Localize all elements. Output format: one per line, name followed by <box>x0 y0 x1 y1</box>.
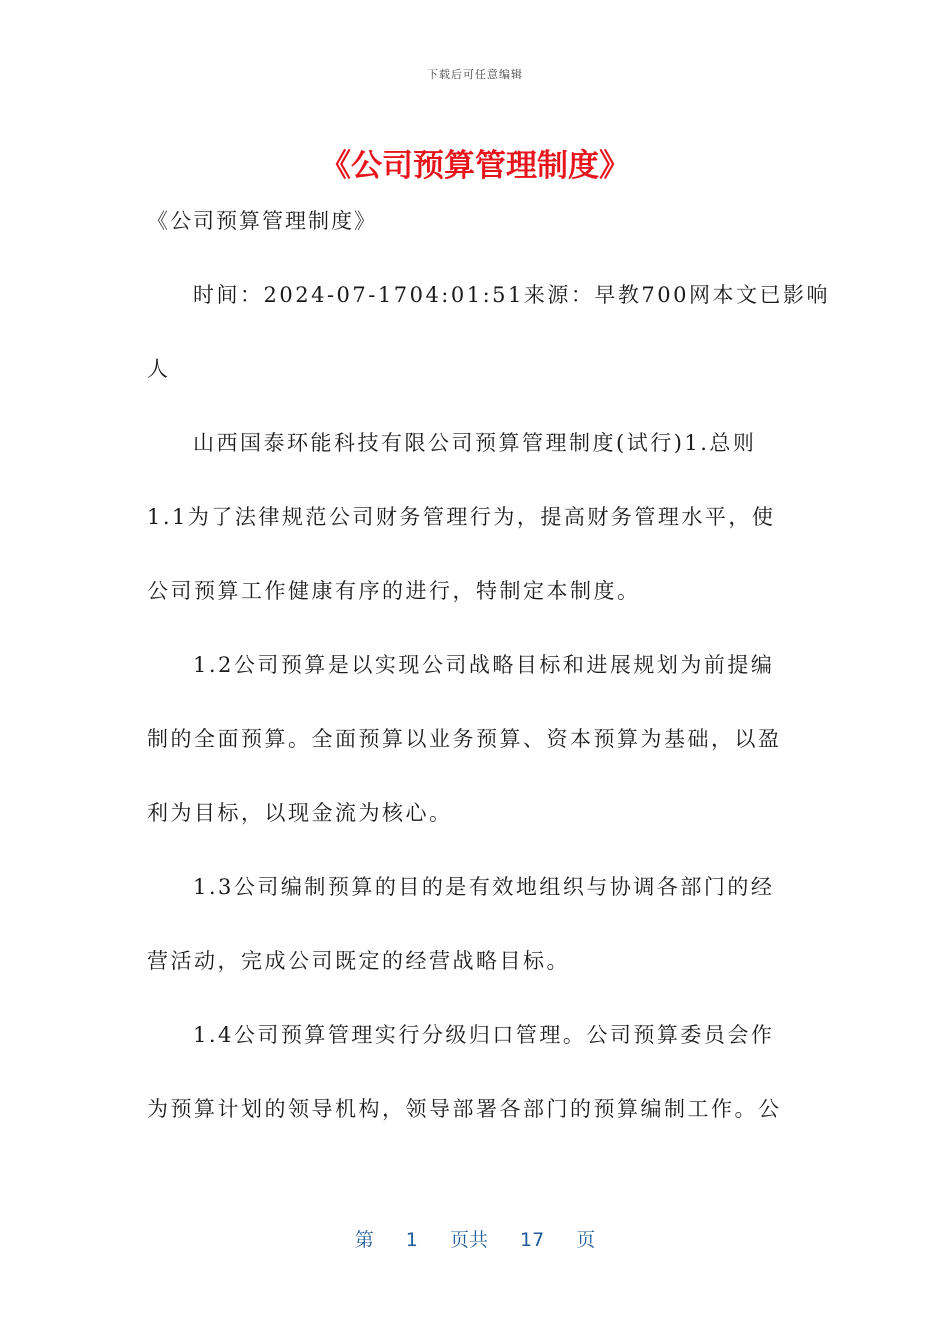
paragraph-line: 制的全面预算。全面预算以业务预算、资本预算为基础，以盈 <box>147 727 782 751</box>
paragraph-line: 公司预算工作健康有序的进行，特制定本制度。 <box>147 579 641 603</box>
paragraph-line: 1.1为了法律规范公司财务管理行为，提高财务管理水平，使 <box>147 505 776 529</box>
document-subtitle: 《公司预算管理制度》 <box>147 209 377 233</box>
paragraph-line: 利为目标，以现金流为核心。 <box>147 801 453 825</box>
document-title: 《公司预算管理制度》 <box>320 148 630 184</box>
page-footer <box>0 1225 950 1252</box>
paragraph-line: 1.3公司编制预算的目的是有效地组织与协调各部门的经 <box>193 875 775 899</box>
document-body <box>147 258 830 1146</box>
page-label-prefix: 第 <box>354 1229 374 1251</box>
paragraph-line-company: 山西国泰环能科技有限公司预算管理制度(试行)1.总则 <box>193 431 757 455</box>
paragraph-line: 1.2公司预算是以实现公司战略目标和进展规划为前提编 <box>193 653 775 677</box>
page-number: 1 <box>405 1229 418 1251</box>
header-note: 下载后可任意编辑 <box>427 68 523 81</box>
total-pages: 17 <box>520 1229 545 1251</box>
paragraph-line: 1.4公司预算管理实行分级归口管理。公司预算委员会作 <box>193 1023 775 1047</box>
paragraph-line: 为预算计划的领导机构，领导部署各部门的预算编制工作。公 <box>147 1097 782 1121</box>
paragraph-line-time-source: 时间：2024-07-1704:01:51来源：早教700网本文已影响 <box>193 283 830 307</box>
page-label-mid: 页共 <box>449 1229 488 1251</box>
paragraph-line: 人 <box>147 357 171 381</box>
paragraph-line: 营活动，完成公司既定的经营战略目标。 <box>147 949 570 973</box>
page-label-suffix: 页 <box>576 1229 596 1251</box>
